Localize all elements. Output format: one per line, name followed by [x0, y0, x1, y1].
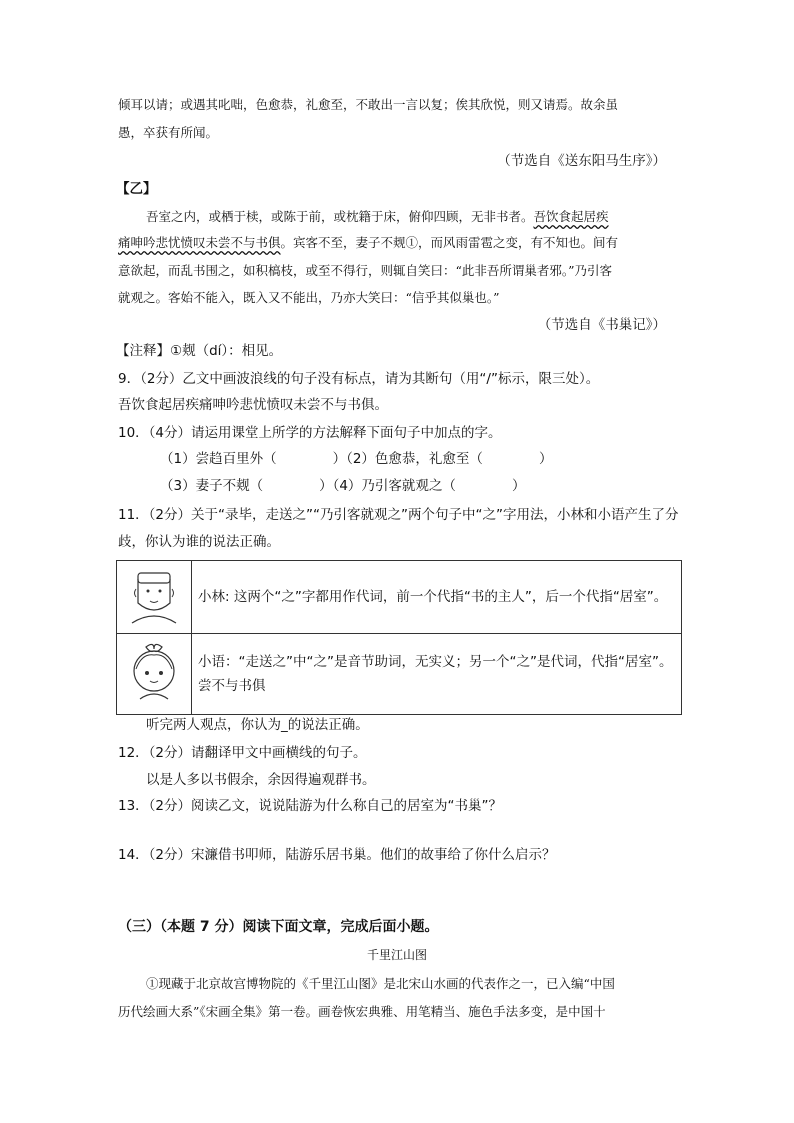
q11-stem-2: 歧，你认为谁的说法正确。 — [118, 534, 280, 550]
q13-stem: 13．（2分）阅读乙文，说说陆游为什么称自己的居室为“书巢”？ — [118, 798, 503, 814]
wavy-sentence-part1: 吾饮食起居疾 — [533, 209, 609, 224]
part3-heading: （三）（本题 7 分）阅读下面文章，完成后面小题。 — [118, 919, 439, 935]
boy-icon — [124, 565, 184, 625]
article-title: 千里江山图 — [366, 948, 427, 962]
table-row-lin — [117, 561, 682, 634]
lin-opinion: 小林: 这两个“之”字都用作代词，前一个代指“书的主人”，后一个代指“居室”。 — [192, 561, 682, 634]
girl-icon — [124, 639, 184, 705]
avatar-girl — [117, 634, 192, 715]
q10-row-1: （1）尝趋百里外（ ）（2）色愈恭，礼愈至（ ） — [160, 451, 553, 467]
yi-line-3: 意欲起，而乱书围之，如积槁枝，或至不得行，则辄自笑曰：“此非吾所谓巢者邪。”乃引客 — [118, 263, 613, 278]
yu-opinion: 小语：“走送之”中“之”是音节助词，无实义；另一个“之”是代词，代指“居室”。 尝不与书俱 — [192, 634, 682, 715]
opinion-table — [116, 560, 682, 715]
article-line-1: ①现藏于北京故宫博物院的《千里江山图》是北宋山水画的代表作之一，已入编“中国 — [146, 976, 615, 991]
wavy-sentence-part2: 痛呻吟悲忧愤叹未尝不与书俱 — [118, 235, 281, 250]
yi-heading: 【乙】 — [116, 181, 157, 197]
yi-line-4: 就观之。客始不能入，既入又不能出，乃亦大笑曰：“信乎其似巢也。” — [118, 290, 500, 305]
table-row-yu — [117, 634, 682, 715]
article-line-2: 历代绘画大系”《宋画全集》第一卷。画卷恢宏典雅、用笔精当、施色手法多变，是中国十 — [118, 1004, 606, 1019]
jia-line-2: 愚，卒获有所闻。 — [118, 125, 219, 140]
q10-stem: 10．（4分）请运用课堂上所学的方法解释下面句子中加点的字。 — [118, 425, 502, 441]
yi-line-1: 吾室之内，或栖于椟，或陈于前，或枕籍于床，俯仰四顾，无非书者。吾饮食起居疾 — [146, 209, 609, 224]
jia-source: （节选自《送东阳马生序》） — [497, 153, 666, 169]
q12-text: 以是人多以书假余，余因得遍观群书。 — [146, 772, 376, 788]
avatar-boy — [117, 561, 192, 634]
q11-stem-1: 11．（2分）关于“录毕，走送之”“乃引客就观之”两个句子中“之”字用法，小林和小语产生了分 — [118, 507, 679, 523]
q10-row-2: （3）妻子不觌（ ）（4）乃引客就观之（ ） — [160, 478, 526, 494]
annotation: 【注释】①觌（dí）：相见。 — [116, 343, 283, 359]
q9-stem: 9．（2分）乙文中画波浪线的句子没有标点，请为其断句（用“/”标示，限三处）。 — [118, 371, 600, 387]
q9-text: 吾饮食起居疾痛呻吟悲忧愤叹未尝不与书俱。 — [118, 397, 388, 413]
q14-stem: 14．（2分）宋濂借书叩师，陆游乐居书巢。他们的故事给了你什么启示？ — [118, 847, 556, 863]
yi-line-2: 痛呻吟悲忧愤叹未尝不与书俱。宾客不至，妻子不觌①，而风雨雷雹之变，有不知也。间有 — [118, 235, 619, 250]
q12-stem: 12．（2分）请翻译甲文中画横线的句子。 — [118, 745, 367, 761]
q11-after: 听完两人观点，你认为_的说法正确。 — [146, 717, 369, 733]
yi-source: （节选自《书巢记》） — [537, 317, 666, 333]
jia-line-1: 倾耳以请；或遇其叱咄，色愈恭，礼愈至，不敢出一言以复；俟其欣悦，则又请焉。故余虽 — [118, 97, 619, 112]
